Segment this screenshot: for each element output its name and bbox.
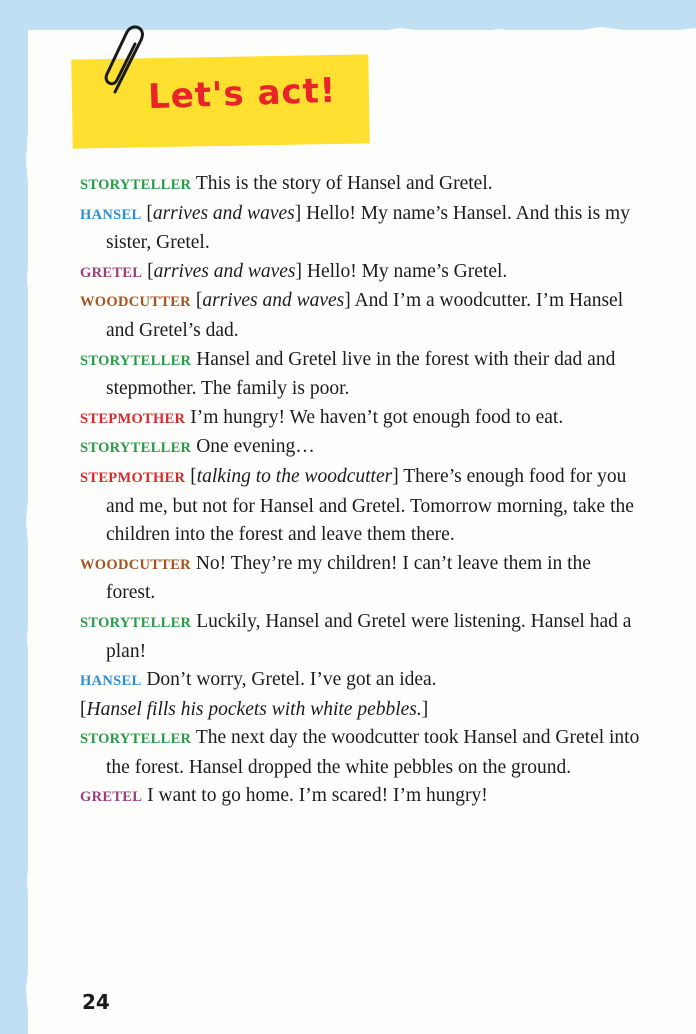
script-line	[80, 608, 640, 666]
dialogue-text: No! They’re my children! I can’t leave them in the forest.	[106, 552, 591, 604]
dialogue-text: [	[190, 465, 197, 487]
script-line	[80, 433, 640, 463]
speaker-storyteller: STORYTELLER	[80, 731, 192, 748]
dialogue-text: ] There’s enough food for you and me, but not for Hansel and Gretel. Tomorrow morning, take the children into the forest and leave them there.	[106, 465, 634, 546]
script-line	[80, 696, 640, 725]
speaker-storyteller: STORYTELLER	[80, 440, 192, 457]
dialogue-text: [	[146, 202, 153, 224]
script-line	[80, 666, 640, 696]
speaker-storyteller: STORYTELLER	[80, 352, 192, 369]
stage-direction: Hansel fills his pockets with white pebbles.	[86, 698, 422, 720]
stage-direction: arrives and waves	[153, 260, 296, 282]
speaker-woodcutter: WOODCUTTER	[80, 556, 191, 573]
speaker-woodcutter: WOODCUTTER	[80, 294, 191, 311]
speaker-hansel: HANSEL	[80, 673, 142, 690]
speaker-storyteller: STORYTELLER	[80, 177, 192, 193]
page-number: 24	[82, 990, 110, 1014]
dialogue-text: One evening…	[196, 436, 315, 458]
speaker-stepmother: STEPMOTHER	[80, 410, 186, 427]
dialogue-text: Luckily, Hansel and Gretel were listening. Hansel had a plan!	[106, 610, 632, 662]
script-line	[80, 258, 640, 288]
script-line	[80, 724, 640, 782]
paperclip-icon	[101, 22, 157, 102]
script-line	[80, 170, 640, 200]
speaker-storyteller: STORYTELLER	[80, 614, 192, 631]
speaker-gretel: GRETEL	[80, 789, 143, 806]
dialogue-text: I want to go home. I’m scared! I’m hungry!	[147, 785, 488, 807]
dialogue-text: This is the story of Hansel and Gretel.	[195, 173, 493, 194]
stage-direction: arrives and waves	[152, 202, 295, 224]
dialogue-text: I’m hungry! We haven’t got enough food to eat.	[190, 406, 564, 428]
stage-direction: arrives and waves	[202, 290, 345, 312]
script-line	[80, 346, 640, 404]
script-line	[80, 550, 640, 608]
dialogue-text: Hansel and Gretel live in the forest with their dad and stepmother. The family is poor.	[106, 348, 616, 400]
page-title: Let's act!	[147, 70, 337, 118]
dialogue-text: ] Hello! My name’s Hansel. And this is my sister, Gretel.	[106, 202, 630, 254]
dialogue-text: ] Hello! My name’s Gretel.	[295, 260, 508, 282]
dialogue-text: ]	[421, 698, 429, 720]
dialogue-text: The next day the woodcutter took Hansel and Gretel into the forest. Hansel dropped the white pebbles on the ground.	[106, 727, 640, 778]
stage-direction: talking to the woodcutter	[196, 465, 393, 487]
script-line	[80, 200, 640, 258]
script-line	[80, 782, 640, 812]
speaker-hansel: HANSEL	[80, 206, 142, 223]
dialogue-text: ] And I’m a woodcutter. I’m Hansel and Gretel’s dad.	[106, 290, 624, 341]
dialogue-text: [	[80, 698, 87, 720]
dialogue-text: [	[147, 260, 154, 282]
speaker-stepmother: STEPMOTHER	[80, 469, 186, 486]
speaker-gretel: GRETEL	[80, 264, 143, 281]
dialogue-text: Don’t worry, Gretel. I’ve got an idea.	[146, 669, 437, 691]
play-script	[80, 170, 640, 812]
script-line	[80, 463, 640, 550]
dialogue-text: [	[195, 290, 203, 312]
script-line	[80, 287, 640, 345]
script-line	[80, 404, 640, 434]
